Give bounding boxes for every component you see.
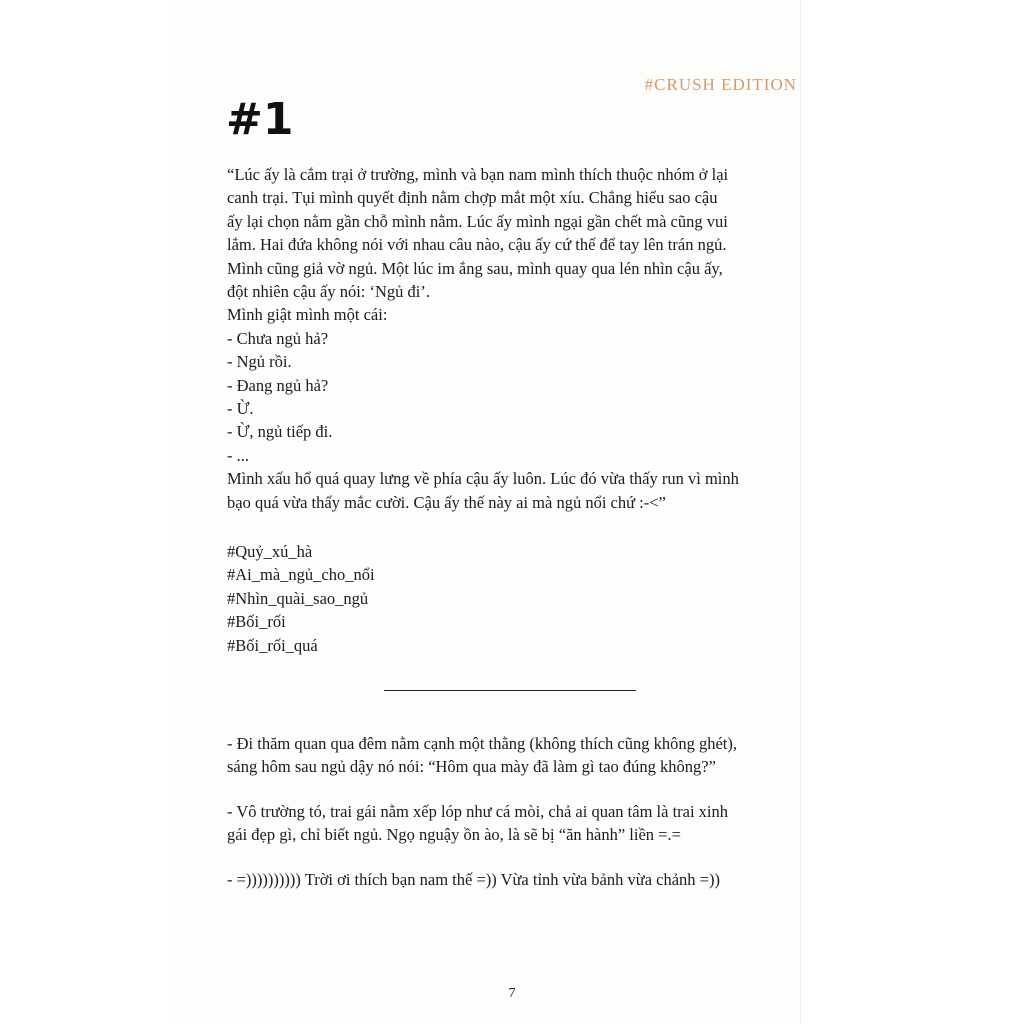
page-number: 7 [508,986,516,1001]
dialogue-line: - Ngủ rồi. [227,352,292,372]
paper-edge [800,0,801,1024]
story-text [227,163,799,514]
hashtag: #Nhìn_quài_sao_ngủ [227,588,369,608]
story-line: Mình giật mình một cái: [227,305,388,325]
hashtag: #Bối_rối [227,612,286,632]
dialogue-line: - Chưa ngủ hả? [227,328,329,348]
section-divider [384,690,636,691]
hashtag: #Bối_rối_quá [227,635,318,655]
comment-item [227,800,799,847]
comment-line: sáng hôm sau ngủ dậy nó nói: “Hôm qua mày đã làm gì tao đúng không?” [227,757,716,777]
story-line: Mình cũng giả vờ ngủ. Một lúc im ắng sau, mình quay qua lén nhìn cậu ấy, [227,258,723,278]
story-line: Mình xấu hổ quá quay lưng về phía cậu ấy luôn. Lúc đó vừa thấy run vì mình [227,469,739,489]
dialogue-line: - Ừ. [227,399,254,419]
comment-line: - =)))))))))) Trời ơi thích bạn nam thế =)) Vừa tỉnh vừa bảnh vừa chảnh =)) [227,869,720,889]
dialogue-line: - ... [227,445,249,465]
story-line: ấy lại chọn nằm gần chỗ mình nằm. Lúc ấy mình ngại gần chết mà cũng vui [227,211,728,231]
hashtag-list [227,540,375,657]
comment-line: - Vô trường tó, trai gái nằm xếp lóp như cá mòi, chả ai quan tâm là trai xinh [227,801,729,821]
comment-line: - Đi thăm quan qua đêm nằm cạnh một thằng (không thích cũng không ghét), [227,734,738,753]
story-line: bạo quá vừa thấy mắc cười. Cậu ấy thế này ai mà ngủ nổi chứ :-<” [227,492,666,512]
comment-item [227,732,799,779]
hashtag: #Ai_mà_ngủ_cho_nổi [227,565,375,585]
story-line: canh trại. Tụi mình quyết định nằm chợp mắt một xíu. Chẳng hiểu sao cậu [227,188,718,208]
story-line: “Lúc ấy là cắm trại ở trường, mình và bạn nam mình thích thuộc nhóm ở lại [227,165,729,184]
story-line: đột nhiên cậu ấy nói: ‘Ngủ đi’. [227,282,430,302]
comment-line: gái đẹp gì, chỉ biết ngủ. Ngọ nguậy ồn ào, là sẽ bị “ăn hành” liền =.= [227,825,681,845]
edition-header: #CRUSH EDITION [644,75,797,94]
chapter-title: #1 [226,94,294,145]
dialogue-line: - Đang ngủ hả? [227,375,329,395]
comments-section [227,732,799,912]
comment-item [227,868,799,891]
dialogue-line: - Ừ, ngủ tiếp đi. [227,422,333,442]
hashtag: #Quỷ_xú_hà [227,542,313,561]
story-line: lắm. Hai đứa không nói với nhau câu nào, cậu ấy cứ thế để tay lên trán ngủ. [227,235,727,255]
